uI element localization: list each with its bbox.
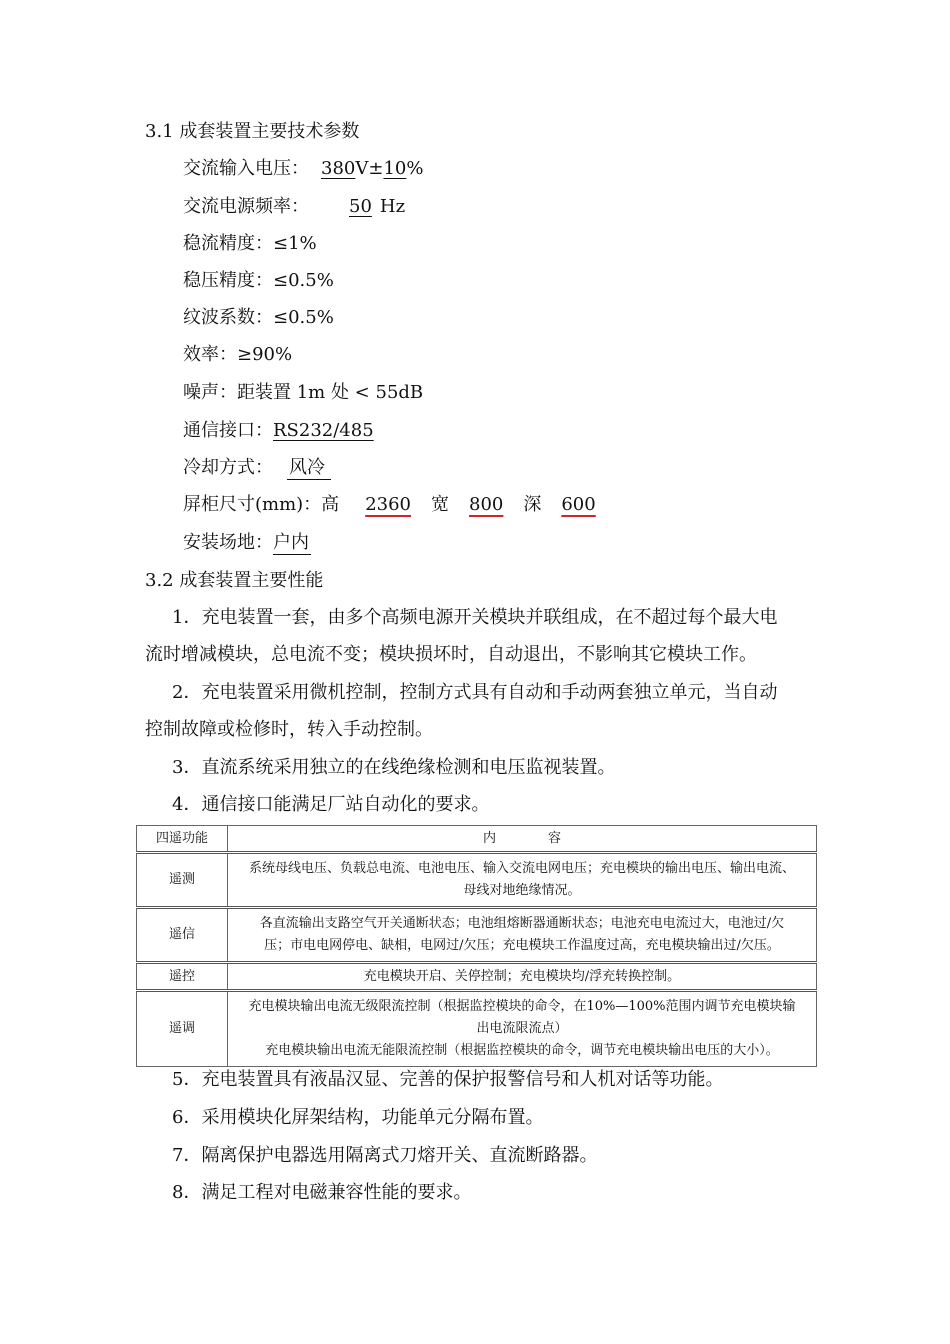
install-site-label: 安装场地：: [183, 532, 273, 553]
cabinet-width-value: 800: [469, 494, 504, 515]
table-row: [137, 991, 817, 1067]
cabinet-depth-value: 600: [561, 494, 596, 515]
table-row: [137, 963, 817, 991]
para-2-line-2: 控制故障或检修时，转入手动控制。: [145, 719, 433, 740]
table-header-function: 四遥功能: [137, 826, 228, 853]
row-name-telemetry: 遥测: [137, 853, 228, 908]
row-name-telecontrol: 遥控: [137, 963, 228, 991]
row-content-line: 出电流限流点）: [476, 1021, 568, 1036]
comm-interface: [183, 419, 374, 443]
para-1-line-1: 1．充电装置一套，由多个高频电源开关模块并联组成，在不超过每个最大电: [172, 607, 778, 628]
para-4: 4．通信接口能满足厂站自动化的要求。: [172, 794, 490, 815]
ac-frequency-value: 50: [349, 196, 372, 217]
table-header-content: 内 容: [228, 826, 817, 853]
four-remote-functions-table: [136, 825, 817, 1067]
cabinet-size-label: 屏柜尺寸(mm)：高: [183, 494, 340, 515]
row-content-line: 充电模块开启、关停控制；充电模块均/浮充转换控制。: [363, 968, 681, 984]
para-6: 6．采用模块化屏架结构，功能单元分隔布置。: [172, 1107, 544, 1128]
row-content-telesignal: [228, 908, 817, 963]
ac-input-voltage: [183, 157, 423, 181]
row-content-telecontrol: [228, 963, 817, 991]
row-content-line: 系统母线电压、负载总电流、电池电压、输入交流电网电压；充电模块的输出电压、输出电流、: [248, 861, 795, 876]
ac-input-voltage-label: 交流输入电压：: [183, 158, 309, 179]
table-row: [137, 853, 817, 908]
comm-interface-label: 通信接口：: [183, 420, 273, 441]
install-site-value: 户内: [273, 532, 309, 553]
current-precision: 稳流精度：≤1%: [183, 233, 317, 254]
table-row: [137, 908, 817, 963]
para-7: 7．隔离保护电器选用隔离式刀熔开关、直流断路器。: [172, 1145, 598, 1166]
row-content-line: 压；市电电网停电、缺相，电网过/欠压；充电模块工作温度过高，充电模块输出过/欠压。: [264, 938, 780, 953]
ac-voltage-percent: %: [406, 158, 424, 179]
ac-frequency-unit: Hz: [379, 196, 406, 217]
para-5: 5．充电装置具有液晶汉显、完善的保护报警信号和人机对话等功能。: [172, 1069, 724, 1090]
ac-voltage-tolerance: 10: [383, 158, 407, 179]
row-content-line: 充电模块输出电流无级限流控制（根据监控模块的命令，在10%—100%范围内调节充电模块输: [248, 999, 796, 1014]
section-3-2-heading: 3.2 成套装置主要性能: [145, 570, 324, 591]
row-content-line: 母线对地绝缘情况。: [463, 883, 581, 898]
comm-interface-value: RS232/485: [273, 420, 374, 441]
efficiency: 效率：≥90%: [183, 344, 293, 365]
ripple-coefficient: 纹波系数：≤0.5%: [183, 307, 334, 328]
ac-frequency: [183, 195, 405, 219]
noise: 噪声：距装置 1m 处 < 55dB: [183, 382, 424, 403]
cabinet-width-label: 宽: [431, 494, 449, 515]
row-content-line: 充电模块输出电流无能限流控制（根据监控模块的命令，调节充电模块输出电压的大小）。: [265, 1043, 779, 1058]
table-header-row: [137, 826, 817, 853]
ac-voltage-value: 380: [321, 158, 356, 179]
cabinet-height-value: 2360: [365, 494, 411, 515]
row-content-telemetry: [228, 853, 817, 908]
row-name-teleadjust: 遥调: [137, 991, 228, 1067]
cooling-method-label: 冷却方式：: [183, 457, 273, 478]
row-name-telesignal: 遥信: [137, 908, 228, 963]
row-content-teleadjust: [228, 991, 817, 1067]
para-3: 3．直流系统采用独立的在线绝缘检测和电压监视装置。: [172, 757, 616, 778]
para-8: 8．满足工程对电磁兼容性能的要求。: [172, 1182, 472, 1203]
voltage-precision: 稳压精度：≤0.5%: [183, 270, 334, 291]
section-3-1-heading: 3.1 成套装置主要技术参数: [145, 121, 360, 142]
cabinet-depth-label: 深: [523, 494, 542, 515]
cooling-method: [183, 456, 331, 480]
install-site: [183, 531, 311, 555]
cabinet-size: [183, 493, 596, 517]
row-content-line: 各直流输出支路空气开关通断状态；电池组熔断器通断状态；电池充电电流过大，电池过/欠: [259, 916, 785, 931]
para-1-line-2: 流时增减模块，总电流不变；模块损坏时，自动退出，不影响其它模块工作。: [145, 644, 757, 665]
ac-frequency-label: 交流电源频率：: [183, 196, 309, 217]
para-2-line-1: 2．充电装置采用微机控制，控制方式具有自动和手动两套独立单元，当自动: [172, 682, 778, 703]
ac-voltage-unit: V±: [355, 158, 384, 179]
cooling-method-value: 风冷: [287, 457, 331, 480]
